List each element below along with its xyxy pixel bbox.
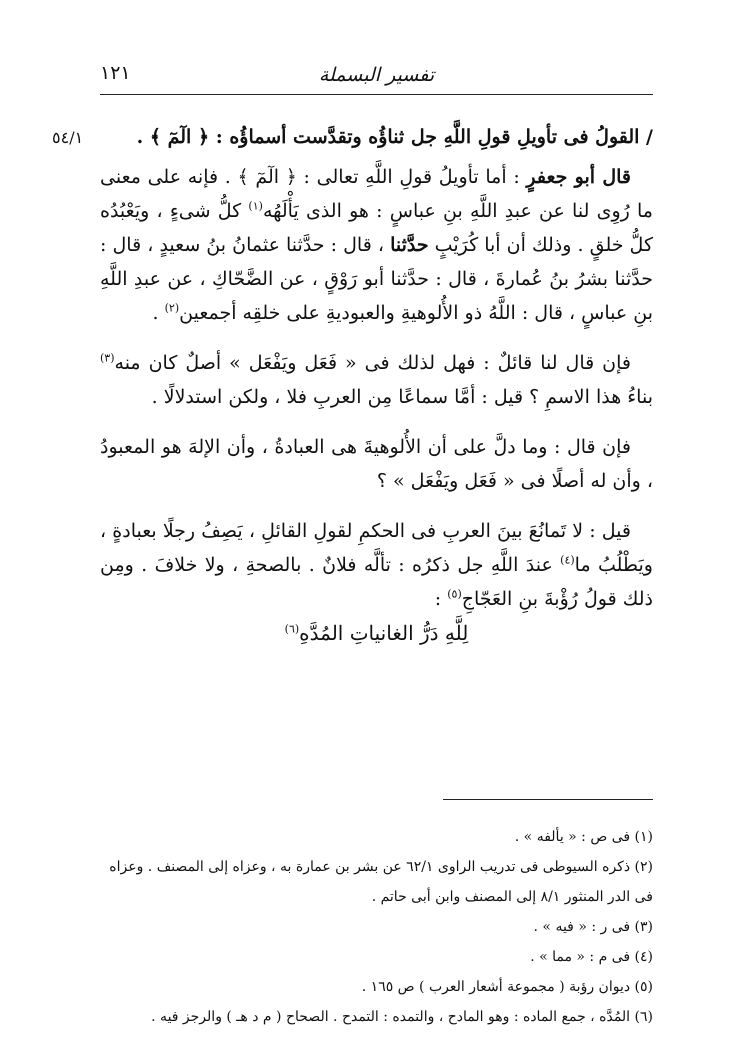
footnote-item: (٢) ذكره السيوطى فى تدريب الراوى ٦٢/١ عن بشر بن عمارة به ، وعزاه إلى المصنف . وعزاه فى الدر المنثور ٨/١ إلى المصنف وابن أبى حاتم . bbox=[109, 859, 653, 905]
paragraph-text: قيل : لا تَمانُعَ بينَ العربِ فى الحكمِ لقولِ القائلِ ، يَصِفُ رجلًا بعبادةٍ ، ويَطْلُبُ ما bbox=[100, 520, 653, 576]
footnote-item: (١) فى ص : « يألفه » . bbox=[514, 829, 653, 845]
paragraph-1 bbox=[100, 160, 653, 330]
paragraph-text: . bbox=[152, 302, 165, 324]
paragraph-3 bbox=[100, 430, 653, 498]
paragraph-text: : bbox=[434, 588, 448, 610]
main-text bbox=[100, 120, 653, 650]
paragraph-text: ، قال : حدَّثنا عثمانُ بنُ سعيدٍ ، قال : حدَّثنا بشرُ بنُ عُمارةَ ، قال : حدَّثنا أبو رَوْقٍ ، عن الضَّحّاكِ ، عن عبدِ اللَّهِ بنِ عباسٍ ، قال : اللَّهُ ذو الأُلوهيةِ والعبوديةِ على خلقِه أجمعين bbox=[100, 234, 653, 324]
footnote-marker: (٥) bbox=[447, 587, 462, 601]
footnotes bbox=[100, 822, 653, 1032]
paragraph-text: كلُّ شىءٍ ، ويَعْبُدُه كلُّ خلقٍ . وذلك أن أبا كُرَيْبٍ bbox=[100, 200, 653, 256]
page-number: ١٢١ bbox=[100, 62, 131, 84]
footnote-marker: (١) bbox=[248, 199, 263, 213]
narration-term: حدَّثنا bbox=[390, 234, 429, 256]
footnote-item: (٦) المُدَّه ، جمع الماده : وهو المادح ، والتمده : التمدح . الصحاح ( م د هـ ) والرجز فيه . bbox=[151, 1009, 653, 1025]
paragraph-text: عندَ اللَّهِ جل ذكرُه : تألَّه فلانٌ . بالصحةِ ، ولا خلافَ . ومِن ذلك قولُ رُؤْبةَ بنِ العَجّاجِ bbox=[100, 554, 653, 610]
paragraph-text: فإن قال لنا قائلٌ : فهل لذلك فى « فَعَل ويَفْعَل » أصلٌ كان منه bbox=[114, 352, 631, 374]
footnote-marker: (٣) bbox=[100, 351, 115, 365]
verse-line bbox=[100, 616, 653, 650]
paragraph-text: فإن قال : وما دلَّ على أن الأُلوهيةَ هى العبادةُ ، وأن الإلهَ هو المعبودُ ، وأن له أصلًا فى « فَعَل ويَفْعَل » ؟ bbox=[100, 436, 653, 492]
page-header bbox=[100, 60, 653, 95]
footnote-divider bbox=[443, 799, 653, 800]
footnote-marker: (٦) bbox=[284, 622, 300, 636]
running-title: تفسير البسملة bbox=[318, 64, 435, 86]
footnote-item: (٣) فى ر : « فيه » . bbox=[533, 919, 653, 935]
footnote-marker: (٤) bbox=[560, 553, 575, 567]
footnote-item: (٥) ديوان رؤبة ( مجموعة أشعار العرب ) ص ١٦٥ . bbox=[361, 979, 653, 995]
paragraph-4 bbox=[100, 514, 653, 616]
section-heading: / القولُ فى تأويلِ قولِ اللَّهِ جل ثناؤُه وتقدَّست أسماؤُه : ﴿ الٓمٓ ﴾ . bbox=[136, 126, 653, 148]
paragraph-text: بناءُ هذا الاسمِ ؟ قيل : أمَّا سماعًا مِن العربِ فلا ، ولكن استدلالًا . bbox=[151, 386, 653, 408]
verse-text: لِلَّهِ دَرُّ الغانياتِ المُدَّهِ bbox=[299, 621, 469, 645]
marginal-reference: ٥٤/١ bbox=[52, 128, 84, 147]
footnote-marker: (٢) bbox=[164, 301, 180, 315]
paragraph-2 bbox=[100, 346, 653, 414]
footnote-item: (٤) فى م : « مما » . bbox=[530, 949, 653, 965]
paragraph-text: : أما تأويلُ قولِ اللَّهِ تعالى : ﴿ الٓمٓ ﴾ . فإنه على معنى ما رُوِى لنا عن عبدِ اللَّهِ بنِ عباسٍ : هو الذى يَأْلَهُه bbox=[100, 166, 653, 222]
speaker-name: قال أبو جعفرٍ bbox=[526, 166, 632, 188]
